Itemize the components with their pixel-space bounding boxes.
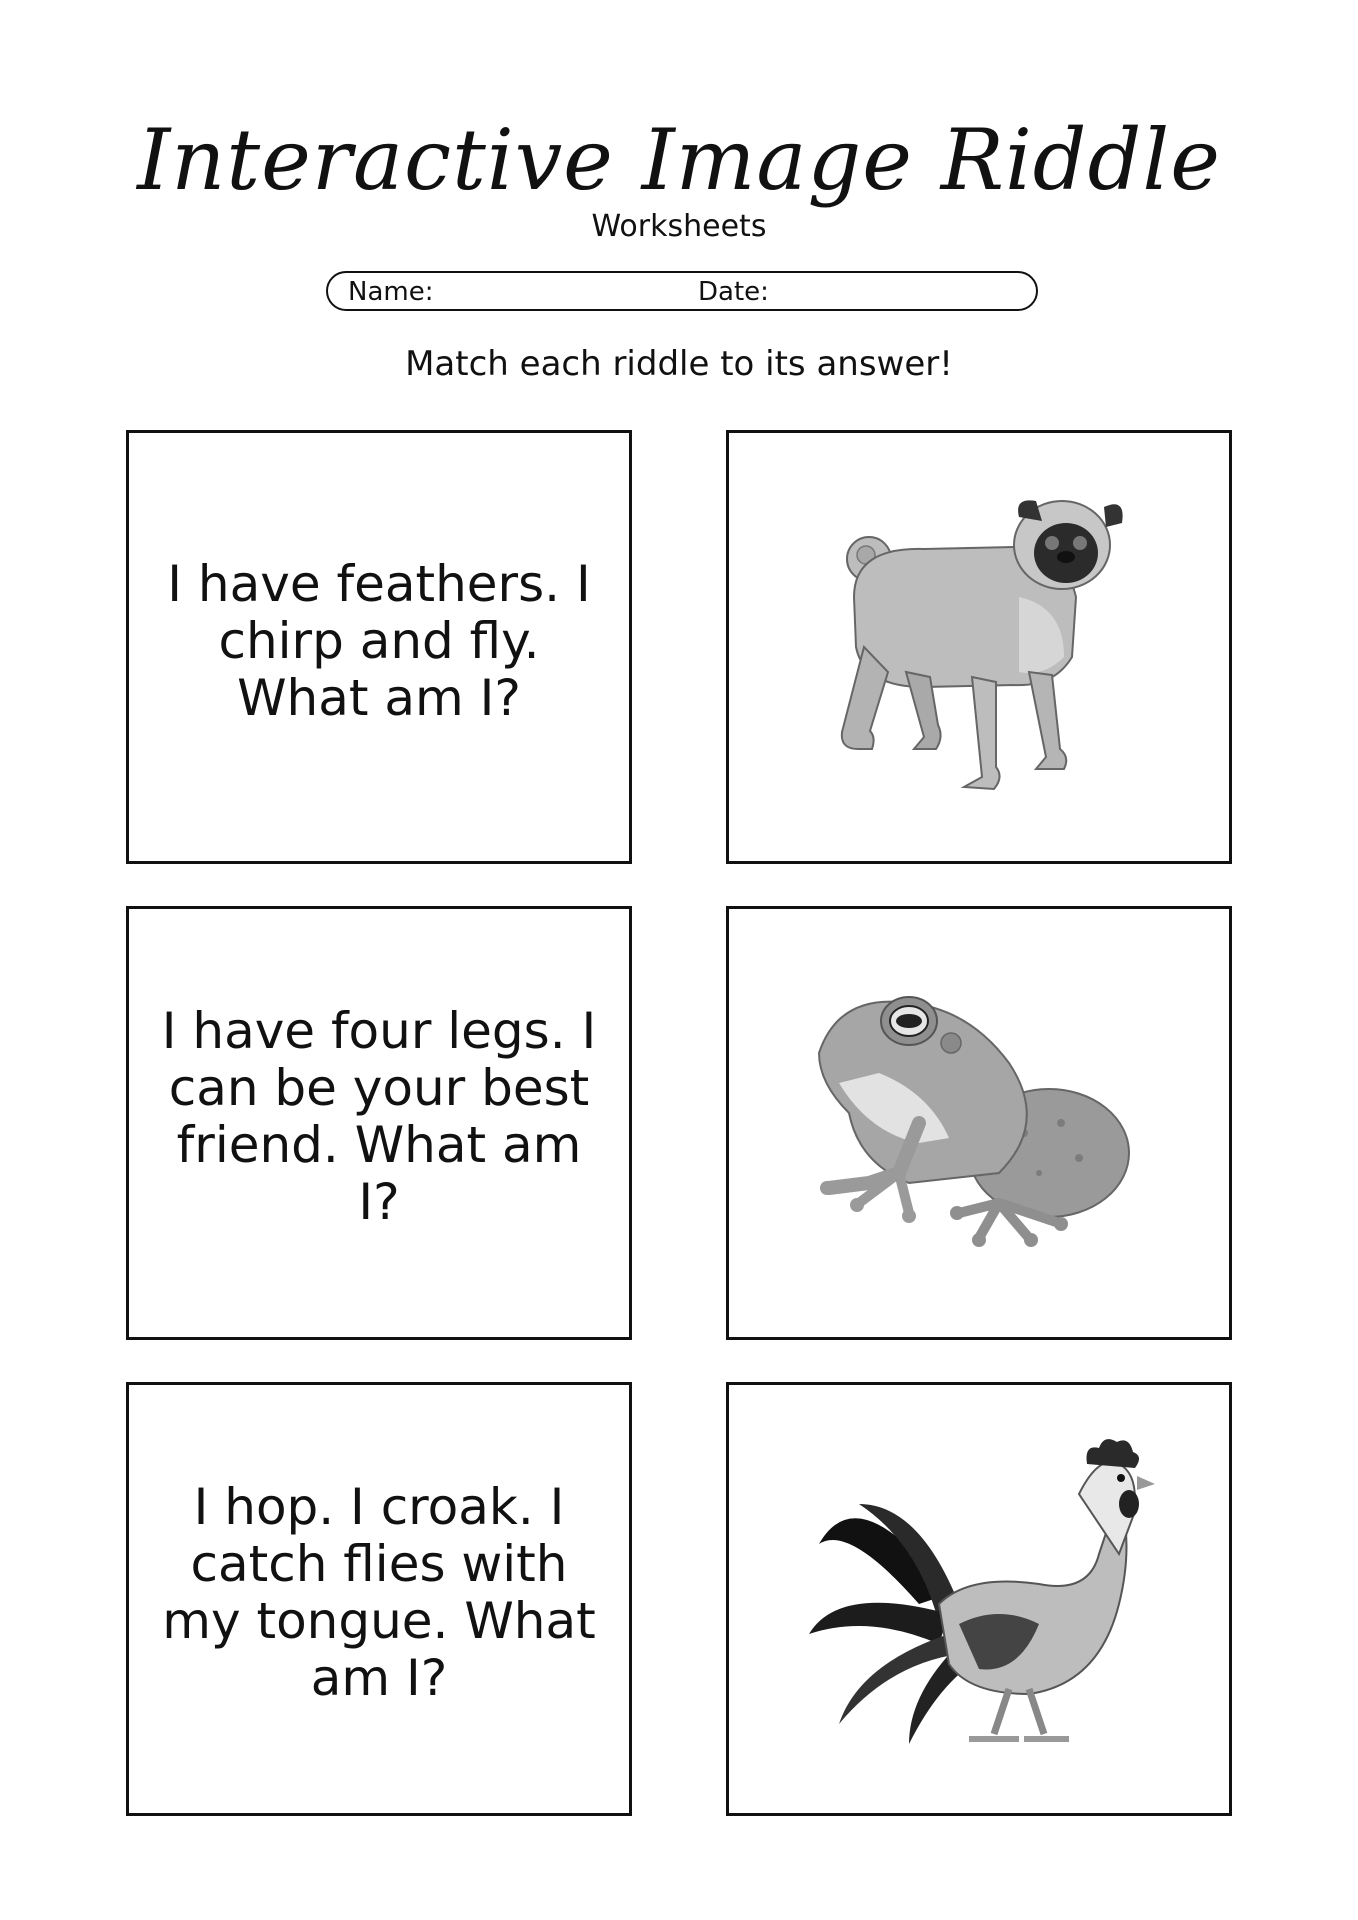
worksheet-subtitle: Worksheets	[591, 209, 767, 244]
worksheet-title: Interactive Image Riddle	[137, 111, 1221, 209]
riddle-text: I hop. I croak. I catch flies with my tongue. What am I?	[162, 1478, 596, 1707]
picture-card-pug[interactable]	[726, 430, 1232, 864]
riddle-text: I have four legs. I can be your best friend. What am I?	[161, 1002, 597, 1231]
riddle-card-3[interactable]	[126, 1382, 632, 1816]
instruction-text: Match each riddle to its answer!	[405, 344, 953, 384]
date-label: Date:	[698, 277, 769, 307]
frog-icon	[799, 973, 1159, 1273]
name-date-bar	[326, 271, 1038, 311]
picture-card-rooster[interactable]	[726, 1382, 1232, 1816]
riddle-card-1[interactable]	[126, 430, 632, 864]
pug-dog-icon	[814, 487, 1144, 807]
riddle-card-2[interactable]	[126, 906, 632, 1340]
riddle-text: I have feathers. I chirp and fly. What am I?	[167, 554, 591, 727]
picture-card-frog[interactable]	[726, 906, 1232, 1340]
rooster-icon	[799, 1434, 1159, 1764]
name-label: Name:	[348, 277, 434, 307]
